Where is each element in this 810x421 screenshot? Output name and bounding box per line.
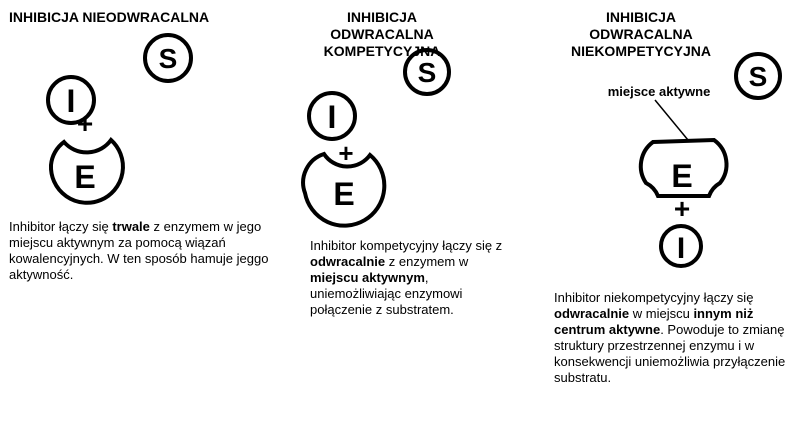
description-bold-run: odwracalnie bbox=[310, 254, 386, 269]
plus-sign-1: + bbox=[76, 108, 94, 139]
substrate-label-3: S bbox=[748, 61, 768, 92]
description-bold-run: trwale bbox=[112, 219, 150, 234]
inhibitor-label-3: I bbox=[676, 232, 686, 265]
title-noncompetitive bbox=[557, 9, 725, 60]
substrate-label-1: S bbox=[158, 43, 178, 74]
description-run: Inhibitor kompetycyjny łączy się z bbox=[310, 238, 503, 253]
description-bold-run: miejscu aktywnym bbox=[310, 270, 425, 285]
title-line: INHIBICJA NIEODWRACALNA bbox=[9, 9, 210, 25]
enzyme-label-2: E bbox=[333, 176, 355, 212]
description-noncompetitive bbox=[554, 290, 802, 386]
description-run: Inhibitor łączy się bbox=[9, 219, 113, 234]
title-line: NIEKOMPETYCYJNA bbox=[570, 43, 712, 59]
plus-sign-3: + bbox=[673, 193, 691, 224]
description-run: w miejscu bbox=[629, 306, 694, 321]
description-run: , uniemożliwiając enzymowi połączenie z substratem. bbox=[310, 270, 463, 317]
plus-sign-2: + bbox=[338, 138, 354, 168]
enzyme-label-1: E bbox=[74, 159, 96, 195]
active-site-label: miejsce aktywne bbox=[607, 84, 711, 99]
title-competitive bbox=[298, 9, 466, 60]
description-run: . Powoduje to zmianę struktury przestrzennej enzymu i w konsekwencji uniemożliwia przyłączenie substratu. bbox=[554, 322, 786, 385]
enzyme-label-3: E bbox=[671, 158, 693, 194]
description-bold-run: odwracalnie bbox=[554, 306, 630, 321]
active-site-pointer bbox=[655, 100, 688, 140]
description-run: Inhibitor niekompetycyjny łączy się bbox=[554, 290, 754, 305]
title-line: INHIBICJA ODWRACALNA bbox=[589, 9, 693, 42]
description-run: z enzymem w jego miejscu aktywnym za pomocą wiązań kowalencyjnych. W ten sposób hamuje jeggo aktywność. bbox=[9, 219, 269, 282]
description-competitive bbox=[310, 238, 518, 318]
title-line: INHIBICJA ODWRACALNA bbox=[330, 9, 434, 42]
inhibitor-label-1: I bbox=[66, 83, 76, 119]
inhibitor-label-2: I bbox=[327, 99, 337, 135]
title-line: KOMPETYCYJNA bbox=[323, 43, 441, 59]
description-bold-run: innym niż centrum aktywne bbox=[554, 306, 754, 337]
description-irreversible bbox=[9, 219, 274, 283]
title-irreversible bbox=[9, 9, 209, 26]
description-run: z enzymem w bbox=[385, 254, 469, 269]
substrate-label-2: S bbox=[417, 57, 437, 88]
